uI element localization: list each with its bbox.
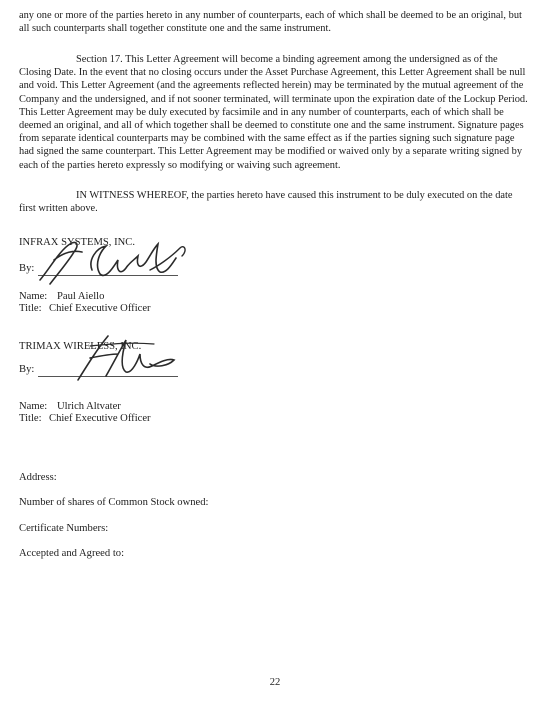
signatory-name-ulrich-altvater: Ulrich Altvater bbox=[57, 401, 121, 412]
signatory-title: Chief Executive Officer bbox=[49, 413, 151, 424]
address-field-label: Address: bbox=[19, 472, 57, 483]
paragraph-in-witness: IN WITNESS WHEREOF, the parties hereto have caused this instrument to be duly executed on the date first written above. bbox=[19, 190, 513, 215]
company-name-trimax: TRIMAX WIRELESS, INC. bbox=[19, 341, 142, 352]
paragraph-section-17: Section 17. This Letter Agreement will become a binding agreement among the undersigned as of the Closing Date. In the event that no closing occurs under the Asset Purchase Agreement, this Letter Agreement shall be null and void. This Letter Agreement (and the agreements reflected herein) may be terminated by the mutual agreement of the Company and the undersigned, and if not sooner terminated, will terminate upon the expiration date of the Lockup Period. This Letter Agreement may be duly executed by facsimile and in any number of counterparts, each of which shall be deemed an original, and all of which together shall be deemed to constitute one and the same instrument. Signature pages from separate identical counterparts may be combined with the same effect as if the parties signing such signature page had signed the same counterpart. This Letter Agreement may be modified or waived only by a separate writing signed by each of the parties hereto expressly so modifying or waiving such agreement. bbox=[19, 54, 528, 171]
signature-image-ulrich-altvater bbox=[70, 328, 180, 384]
paragraph-counterparts: any one or more of the parties hereto in any number of counterparts, each of which shall be deemed to be an original, but all such counterparts shall together constitute one and the same instrument. bbox=[19, 10, 522, 35]
name-label: Name: bbox=[19, 401, 48, 412]
certificate-numbers-label: Certificate Numbers: bbox=[19, 523, 109, 534]
title-label: Title: bbox=[19, 413, 42, 424]
by-label: By: bbox=[19, 364, 35, 375]
by-label: By: bbox=[19, 263, 35, 274]
name-label: Name: bbox=[19, 291, 48, 302]
signatory-name-paul-aiello: Paul Aiello bbox=[57, 291, 105, 302]
signature-image-paul-aiello bbox=[30, 230, 195, 290]
shares-field-label: Number of shares of Common Stock owned: bbox=[19, 497, 209, 508]
signatory-title: Chief Executive Officer bbox=[49, 303, 151, 314]
title-label: Title: bbox=[19, 303, 42, 314]
page-number: 22 bbox=[269, 677, 281, 688]
accepted-agreed-label: Accepted and Agreed to: bbox=[19, 548, 125, 559]
company-name-infrax: INFRAX SYSTEMS, INC. bbox=[19, 237, 135, 248]
